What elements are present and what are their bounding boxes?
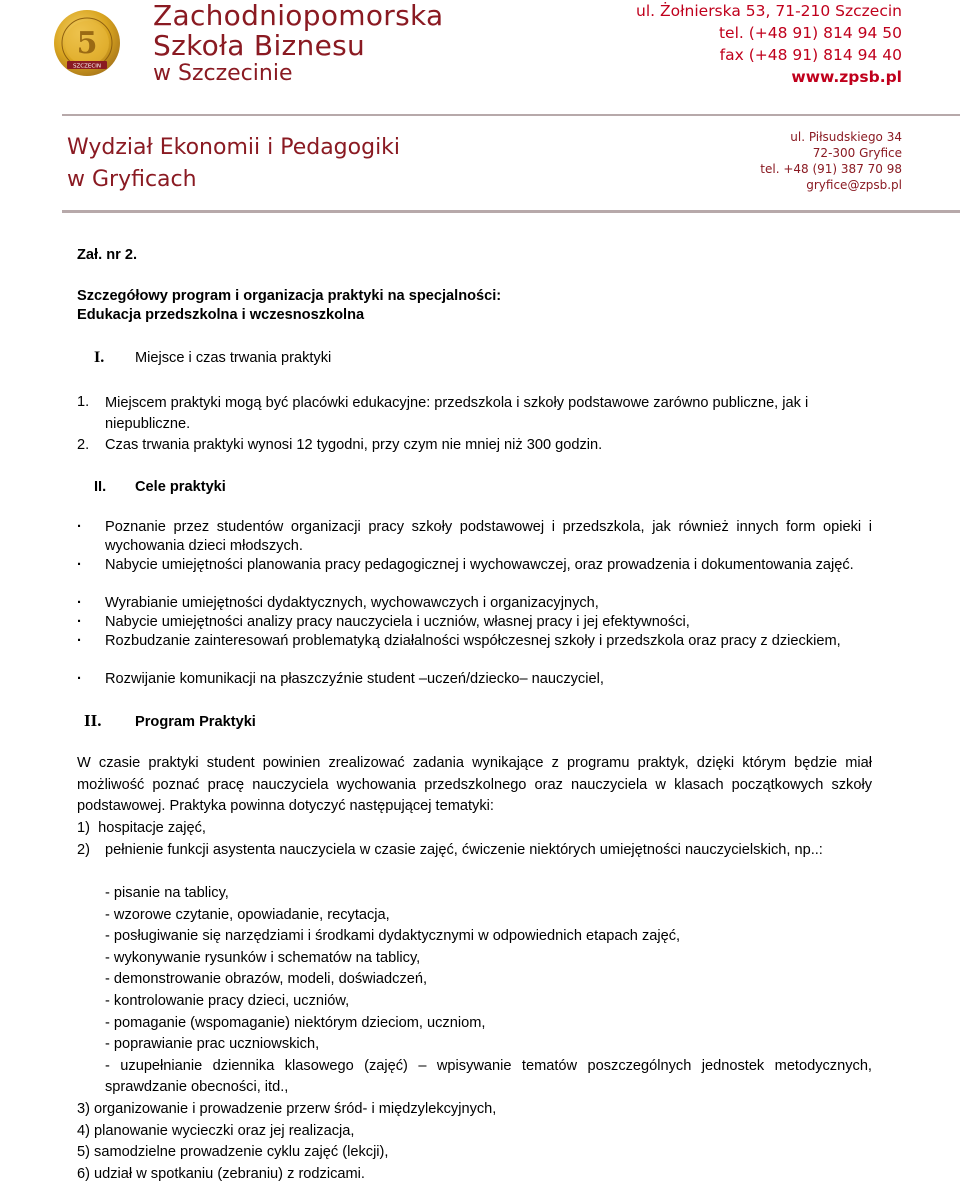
list-item: 2. Czas trwania praktyki wynosi 12 tygodni, przy czym nie mniej niż 300 godzin. <box>77 437 603 453</box>
program-intro: W czasie praktyki student powinien zrealizować zadania wynikające z programu praktyk, dzięki którym będzie miał możliwość poznać pracę nauczyciela wychowania przedszkolnego oraz nauczyciela w klasach początkowych szkoły podstawowej. Praktyka powinna dotyczyć następującej tematyki: <box>77 755 872 814</box>
main-contact <box>636 0 902 88</box>
header-divider-bottom <box>62 210 960 213</box>
attachment-label: Zał. nr 2. <box>77 247 138 263</box>
branch-contact <box>760 129 902 193</box>
list-item: - demonstrowanie obrazów, modeli, doświadczeń, <box>105 971 428 988</box>
list-item: - pomaganie (wspomaganie) niektórym dzieciom, uczniom, <box>105 1014 486 1031</box>
school-name-line3: w Szczecinie <box>153 61 293 86</box>
list-item: · Poznanie przez studentów organizacji pracy szkoły podstawowej i przedszkola, jak również innych form opieki i wychowania dzieci młodszych. <box>77 519 872 554</box>
list-item: - wykonywanie rysunków i schematów na tablicy, <box>105 949 421 966</box>
school-name-line2: Szkoła Biznesu <box>153 29 366 62</box>
program-subitems <box>77 883 872 1099</box>
doc-title-line1: Szczegółowy program i organizacja praktyki na specjalności: <box>77 288 502 304</box>
faculty-line2: w Gryficach <box>67 167 197 192</box>
section-3-numeral: II. <box>84 711 102 730</box>
list-item: 5) samodzielne prowadzenie cyklu zajęć (lekcji), <box>77 1144 389 1161</box>
list-item: · Rozbudzanie zainteresowań problematyką działalności współczesnej szkoły i przedszkola oraz pracy z dzieckiem, <box>77 633 841 649</box>
list-item: - wzorowe czytanie, opowiadanie, recytacja, <box>105 906 390 923</box>
section-3-title: Program Praktyki <box>135 714 256 730</box>
list-item: - posługiwanie się narzędziami i środkami dydaktycznymi w odpowiednich etapach zajęć, <box>105 928 681 945</box>
branch-phone: tel. +48 (91) 387 70 98 <box>760 162 902 176</box>
list-item: · Nabycie umiejętności planowania pracy pedagogicznej i wychowawczej, oraz prowadzenia i dokumentowania zajęć. <box>77 557 854 573</box>
svg-text:SZCZECIN: SZCZECIN <box>73 63 101 70</box>
program-item-2: 2) pełnienie funkcji asystenta nauczyciela w czasie zajęć, ćwiczenie niektórych umiejętności nauczycielskich, np..: <box>77 842 823 858</box>
branch-email[interactable]: gryfice@zpsb.pl <box>806 178 902 192</box>
section-2-numeral: II. <box>94 479 107 495</box>
list-item: 1. Miejscem praktyki mogą być placówki edukacyjne: przedszkola i szkoły podstawowe zarówno publiczne, jak i niepubliczne. <box>77 394 809 432</box>
list-item: - uzupełnianie dziennika klasowego (zajęć) – wpisywanie tematów poszczególnych jednostek metodycznych, sprawdzanie obecności, itd., <box>105 1057 872 1096</box>
list-item: 4) planowanie wycieczki oraz jej realizacja, <box>77 1122 355 1139</box>
list-item: - kontrolowanie pracy dzieci, uczniów, <box>105 992 350 1009</box>
program-item-1: 1) hospitacje zajęć, <box>77 820 206 836</box>
list-item: · Nabycie umiejętności analizy pracy nauczyciela i uczniów, własnej pracy i jej efektywności, <box>77 614 690 630</box>
section-1-numeral: I. <box>94 349 105 366</box>
section-1-title: Miejsce i czas trwania praktyki <box>135 350 332 366</box>
faculty-line1: Wydział Ekonomii i Pedagogiki <box>67 135 401 160</box>
branch-city: 72-300 Gryfice <box>812 146 902 160</box>
section-2-heading <box>77 478 872 498</box>
list-item: · Rozwijanie komunikacji na płaszczyźnie student –uczeń/dziecko– nauczyciel, <box>77 671 604 687</box>
website-link[interactable]: www.zpsb.pl <box>791 68 902 86</box>
list-item: 6) udział w spotkaniu (zebraniu) z rodzicami. <box>77 1165 365 1182</box>
section-1-heading <box>77 348 872 368</box>
list-item: · Wyrabianie umiejętności dydaktycznych, wychowawczych i organizacyjnych, <box>77 595 599 611</box>
program-final-items <box>77 1099 872 1182</box>
school-name <box>153 1 443 87</box>
main-phone: tel. (+48 91) 814 94 50 <box>718 24 902 42</box>
main-address: ul. Żołnierska 53, 71-210 Szczecin <box>636 2 902 20</box>
section-3-heading <box>77 711 872 733</box>
header-divider <box>62 114 960 116</box>
school-name-line1: Zachodniopomorska <box>153 0 444 32</box>
svg-text:5: 5 <box>76 26 98 61</box>
list-item: - pisanie na tablicy, <box>105 885 229 901</box>
list-item: 3) organizowanie i prowadzenie przerw śród- i międzylekcyjnych, <box>77 1101 497 1117</box>
school-logo <box>53 9 121 77</box>
branch-address: ul. Piłsudskiego 34 <box>790 130 902 144</box>
main-fax: fax (+48 91) 814 94 40 <box>719 46 902 64</box>
doc-title-line2: Edukacja przedszkolna i wczesnoszkolna <box>77 307 365 323</box>
list-item: - poprawianie prac uczniowskich, <box>105 1036 320 1053</box>
section-2-title: Cele praktyki <box>135 479 226 495</box>
faculty-name <box>67 132 400 196</box>
